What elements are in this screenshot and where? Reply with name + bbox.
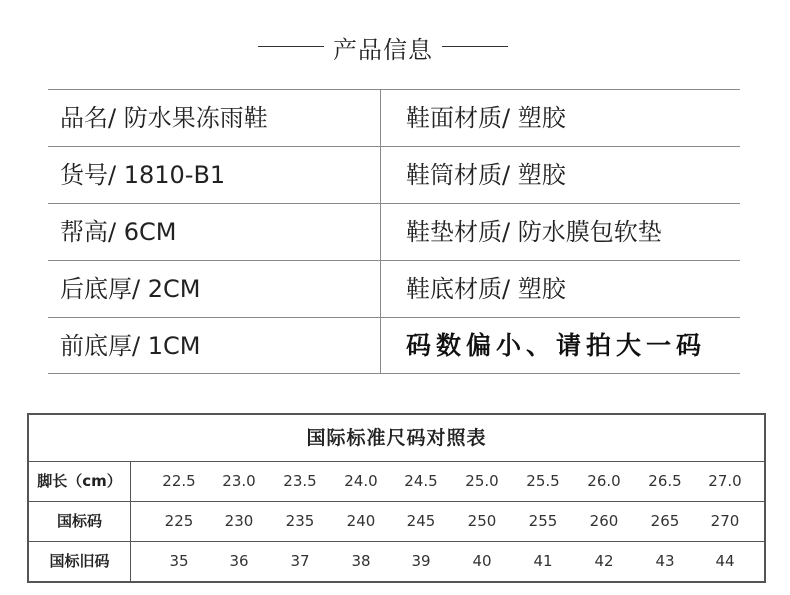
size-cell: 27.0 bbox=[708, 472, 742, 490]
size-cell: 22.5 bbox=[162, 472, 196, 490]
size-cell: 42 bbox=[594, 552, 614, 570]
size-cell: 260 bbox=[589, 512, 619, 530]
size-cell: 26.0 bbox=[587, 472, 621, 490]
size-row-label: 国标旧码 bbox=[29, 542, 131, 581]
size-row-gb-size bbox=[29, 501, 764, 541]
info-heel-thickness: 后底厚/ 2CM bbox=[60, 275, 201, 303]
size-cell: 240 bbox=[346, 512, 376, 530]
size-advice-note: 码数偏小、请拍大一码 bbox=[406, 331, 707, 360]
product-info-table bbox=[48, 89, 740, 374]
info-row bbox=[48, 203, 740, 260]
size-row-gb-old-size bbox=[29, 541, 764, 581]
size-row-label: 国标码 bbox=[29, 502, 131, 541]
size-cell: 41 bbox=[533, 552, 553, 570]
info-forefoot-thickness: 前底厚/ 1CM bbox=[60, 332, 201, 360]
size-cell: 38 bbox=[351, 552, 371, 570]
size-cell: 37 bbox=[290, 552, 310, 570]
size-cell: 36 bbox=[229, 552, 249, 570]
size-cell: 250 bbox=[467, 512, 497, 530]
size-cell: 44 bbox=[715, 552, 735, 570]
info-row bbox=[48, 89, 740, 146]
size-cell: 24.5 bbox=[404, 472, 438, 490]
size-cell: 35 bbox=[169, 552, 189, 570]
size-chart-title: 国际标准尺码对照表 bbox=[306, 427, 487, 449]
info-upper-material: 鞋面材质/ 塑胶 bbox=[406, 104, 566, 132]
size-cell: 245 bbox=[406, 512, 436, 530]
info-insole-material: 鞋垫材质/ 防水膜包软垫 bbox=[406, 218, 662, 246]
info-row bbox=[48, 146, 740, 203]
size-cell: 26.5 bbox=[648, 472, 682, 490]
size-cell: 255 bbox=[528, 512, 558, 530]
size-cell: 225 bbox=[164, 512, 194, 530]
info-sole-material: 鞋底材质/ 塑胶 bbox=[406, 275, 566, 303]
size-chart-table bbox=[27, 413, 766, 583]
size-cell: 25.5 bbox=[526, 472, 560, 490]
info-column-divider bbox=[380, 89, 381, 374]
title-divider-right bbox=[442, 46, 508, 47]
section-title bbox=[0, 28, 790, 64]
size-cell: 235 bbox=[285, 512, 315, 530]
info-product-name: 品名/ 防水果冻雨鞋 bbox=[60, 104, 268, 132]
size-cell: 265 bbox=[650, 512, 680, 530]
size-cell: 230 bbox=[224, 512, 254, 530]
info-row bbox=[48, 260, 740, 317]
info-shaft-material: 鞋筒材质/ 塑胶 bbox=[406, 161, 566, 189]
page-title: 产品信息 bbox=[333, 36, 433, 64]
size-cell: 23.5 bbox=[283, 472, 317, 490]
size-cell: 25.0 bbox=[465, 472, 499, 490]
size-row-label: 脚长（cm） bbox=[29, 462, 131, 501]
info-item-number: 货号/ 1810-B1 bbox=[60, 161, 226, 189]
size-cell: 24.0 bbox=[344, 472, 378, 490]
size-cell: 39 bbox=[411, 552, 431, 570]
size-cell: 270 bbox=[710, 512, 740, 530]
size-cell: 40 bbox=[472, 552, 492, 570]
info-shaft-height: 帮高/ 6CM bbox=[60, 218, 177, 246]
title-divider-left bbox=[258, 46, 324, 47]
size-cell: 23.0 bbox=[222, 472, 256, 490]
size-row-foot-length bbox=[29, 461, 764, 501]
size-cell: 43 bbox=[655, 552, 675, 570]
info-row bbox=[48, 317, 740, 374]
